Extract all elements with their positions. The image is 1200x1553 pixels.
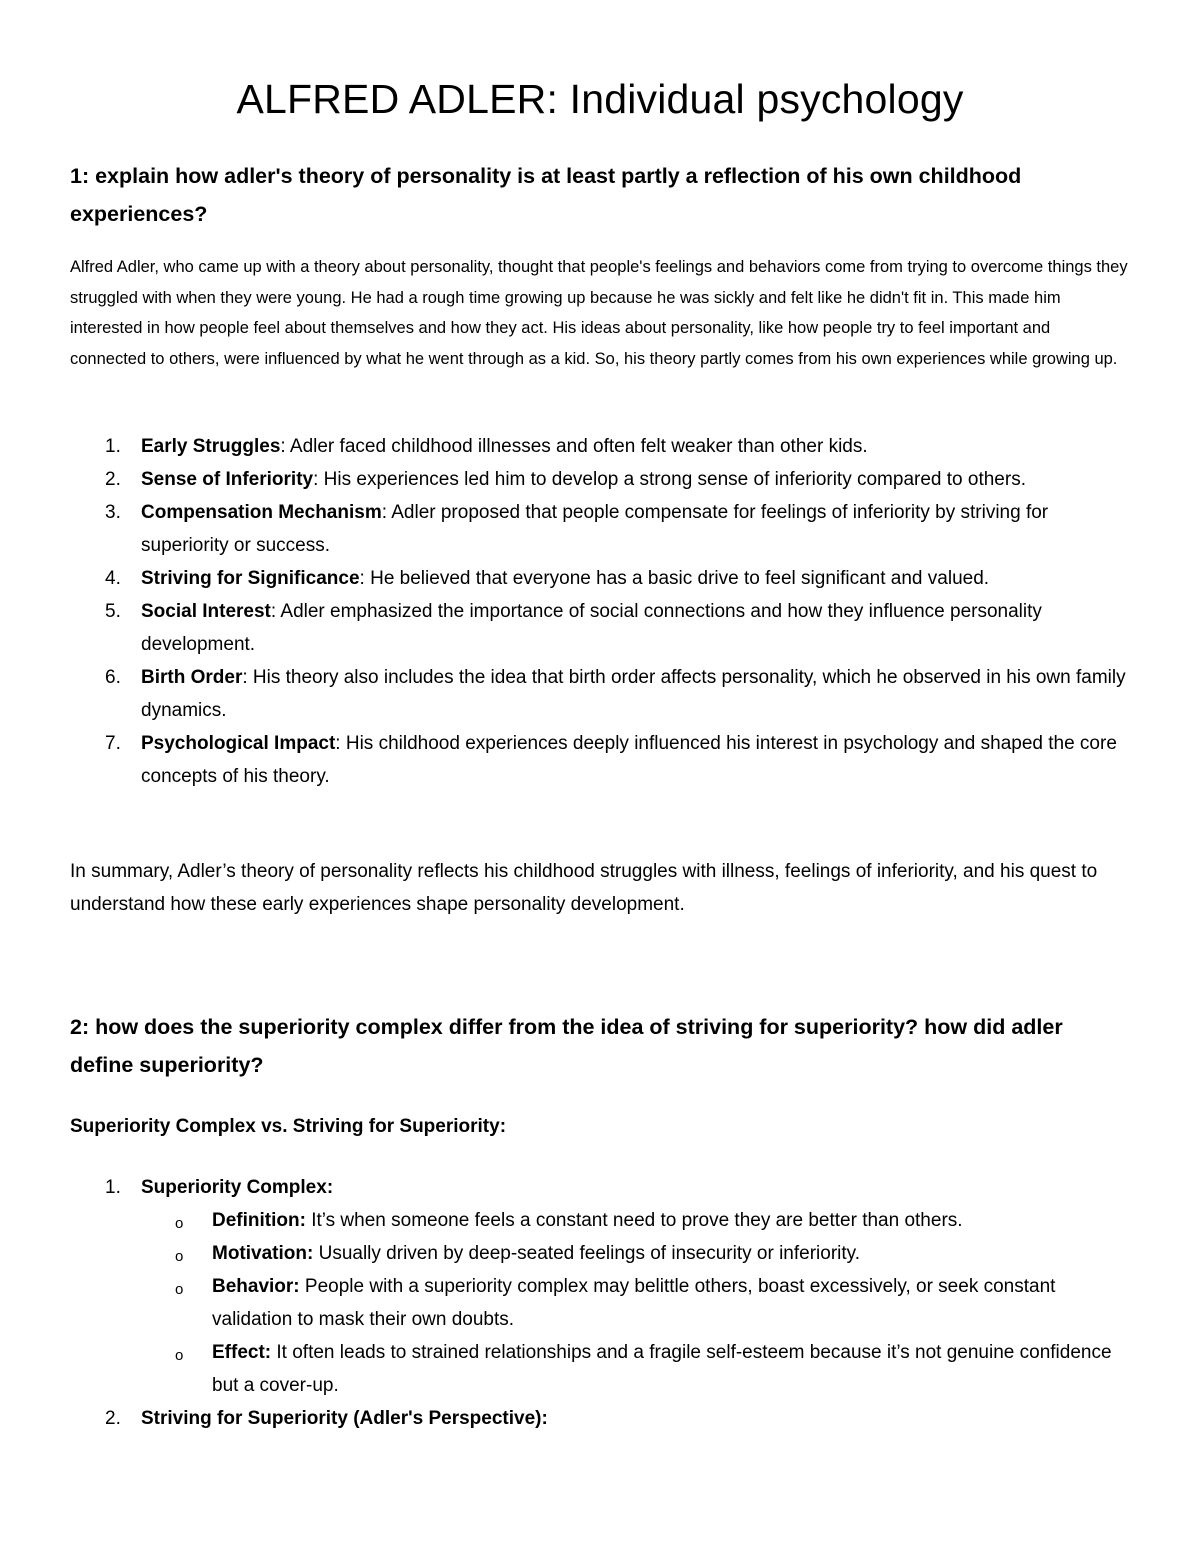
list-number: 1. (105, 1177, 121, 1198)
sub-item-text: Usually driven by deep-seated feelings of insecurity or inferiority. (313, 1243, 861, 1264)
list-item-term: Sense of Inferiority (141, 469, 314, 490)
sub-item-term: Definition: (212, 1210, 306, 1231)
sub-item-term: Behavior: (212, 1276, 300, 1297)
list-number: 2. (105, 469, 121, 490)
list-item-term: Striving for Superiority (Adler's Perspective): (141, 1408, 548, 1429)
list-item-term: Striving for Significance (141, 568, 360, 589)
list-number: 3. (105, 502, 121, 523)
sub-item-text: It’s when someone feels a constant need to prove they are better than others. (305, 1210, 963, 1231)
list-item (70, 661, 1130, 727)
list-item (70, 595, 1130, 661)
bullet-icon: o (175, 1347, 184, 1364)
list-item (70, 463, 1130, 496)
list-item-text: : He believed that everyone has a basic drive to feel significant and valued. (359, 568, 990, 589)
sub-item-text: It often leads to strained relationships and a fragile self-esteem because it’s not genuine confidence but a cover-up. (212, 1342, 1112, 1396)
question-1-list (70, 430, 1130, 793)
list-number: 5. (105, 601, 121, 622)
list-number: 2. (105, 1408, 121, 1429)
question-1-summary-paragraph: In summary, Adler’s theory of personality reflects his childhood struggles with illness, feelings of inferiority, and his quest to understand how these early experiences shape personality development. (70, 861, 1098, 915)
list-item-term: Superiority Complex: (141, 1177, 334, 1198)
bullet-icon: o (175, 1248, 184, 1265)
question-1-intro-paragraph: Alfred Adler, who came up with a theory about personality, thought that people's feelings and behaviors come from trying to overcome things they struggled with when they were young. He had a rough time growing up because he was sickly and felt like he didn't fit in. This made him interested in how people feel about themselves and how they act. His ideas about personality, like how people try to feel important and connected to others, were influenced by what he went through as a kid. So, his theory partly comes from his own experiences while growing up. (70, 258, 1128, 368)
list-item-text: : Adler emphasized the importance of social connections and how they influence personality development. (141, 601, 1042, 655)
list-item-term: Social Interest (141, 601, 271, 622)
question-1-heading: 1: explain how adler's theory of personality is at least partly a reflection of his own childhood experiences? (70, 164, 1022, 226)
sub-list-item (141, 1336, 1130, 1402)
sub-list-item (141, 1204, 1130, 1237)
list-item (70, 1402, 1130, 1435)
list-item-term: Early Struggles (141, 436, 281, 457)
sub-item-term: Effect: (212, 1342, 272, 1363)
bullet-icon: o (175, 1281, 184, 1298)
question-2-list (70, 1171, 1130, 1435)
list-item-term: Psychological Impact (141, 733, 336, 754)
list-item-term: Compensation Mechanism (141, 502, 382, 523)
list-item-text: : His childhood experiences deeply influenced his interest in psychology and shaped the core concepts of his theory. (141, 733, 1117, 787)
list-item (70, 1171, 1130, 1402)
list-item (70, 727, 1130, 793)
list-number: 6. (105, 667, 121, 688)
sub-list-item (141, 1237, 1130, 1270)
question-2-subheading: Superiority Complex vs. Striving for Superiority: (70, 1116, 507, 1137)
document-title: ALFRED ADLER: Individual psychology (236, 76, 964, 122)
question-2-heading: 2: how does the superiority complex differ from the idea of striving for superiority? how did adler define superiority? (70, 1015, 1063, 1077)
list-number: 7. (105, 733, 121, 754)
list-number: 1. (105, 436, 121, 457)
bullet-icon: o (175, 1215, 184, 1232)
list-item-text: : Adler faced childhood illnesses and often felt weaker than other kids. (280, 436, 868, 457)
sub-item-text: People with a superiority complex may belittle others, boast excessively, or seek constant validation to mask their own doubts. (212, 1276, 1056, 1330)
list-item-text: : His experiences led him to develop a strong sense of inferiority compared to others. (313, 469, 1026, 490)
sub-item-term: Motivation: (212, 1243, 314, 1264)
list-item (70, 496, 1130, 562)
list-item (70, 430, 1130, 463)
list-item-term: Birth Order (141, 667, 243, 688)
sub-list-item (141, 1270, 1130, 1336)
list-number: 4. (105, 568, 121, 589)
list-item-text: : His theory also includes the idea that birth order affects personality, which he observed in his own family dynamics. (141, 667, 1126, 721)
sub-list (141, 1204, 1130, 1402)
list-item-text: : Adler proposed that people compensate for feelings of inferiority by striving for superiority or success. (141, 502, 1049, 556)
list-item (70, 562, 1130, 595)
